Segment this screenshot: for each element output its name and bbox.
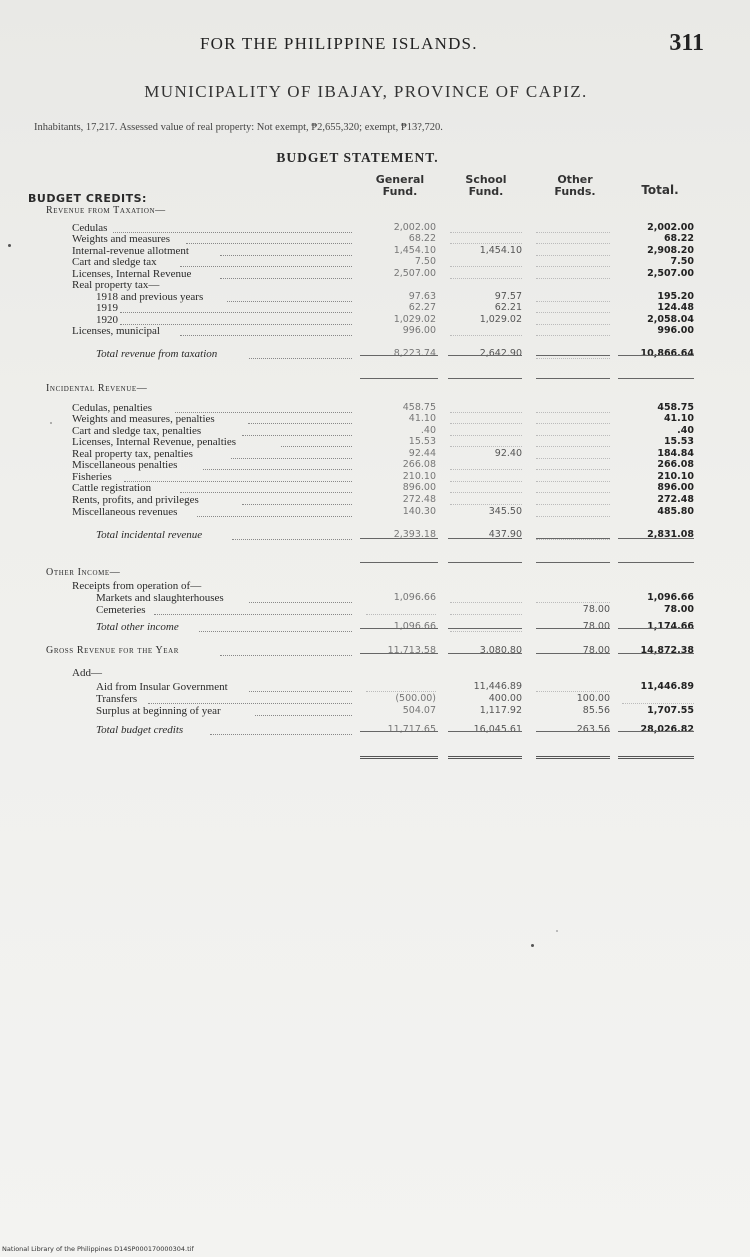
subtotal-rule <box>618 653 694 654</box>
table-total-row <box>0 529 750 541</box>
empty-cell-leader <box>450 334 522 336</box>
cell-total: 1,707.55 <box>647 705 694 716</box>
subtotal-rule <box>448 731 522 732</box>
empty-cell-leader <box>536 491 610 493</box>
empty-cell-leader <box>450 630 522 632</box>
cell-total: 124.48 <box>657 302 694 313</box>
empty-cell-leader <box>450 445 522 447</box>
table-row <box>0 436 750 448</box>
scan-speck <box>556 930 558 932</box>
dot-leader <box>148 702 352 704</box>
table-section-row <box>0 205 750 217</box>
cell-general: 272.48 <box>402 494 436 505</box>
table-row <box>0 693 750 705</box>
cell-total: 7.50 <box>670 256 694 267</box>
cell-general: 140.30 <box>402 506 436 517</box>
subtotal-rule <box>536 562 610 563</box>
row-label: Gross Revenue for the Year <box>46 645 180 656</box>
cell-total: 458.75 <box>657 402 694 413</box>
empty-cell-leader <box>450 491 522 493</box>
row-label: Cedulas, penalties <box>72 402 153 414</box>
table-row <box>0 482 750 494</box>
table-row <box>0 302 750 314</box>
statement-title: BUDGET STATEMENT. <box>276 150 439 165</box>
row-label: Revenue from Taxation— <box>46 205 166 216</box>
table-total-row <box>0 621 750 633</box>
empty-cell-leader <box>450 503 522 505</box>
empty-cell-leader <box>450 242 522 244</box>
cell-total: 184.84 <box>657 448 694 459</box>
scan-footer: National Library of the Philippines D14SP000170000304.tif <box>2 1245 194 1253</box>
empty-cell-leader <box>536 445 610 447</box>
empty-cell-leader <box>622 702 694 704</box>
dot-leader <box>180 334 352 336</box>
row-label: 1919 <box>96 302 118 314</box>
cell-other: 85.56 <box>582 705 610 716</box>
dot-leader <box>186 242 352 244</box>
cell-other: 78.00 <box>582 604 610 615</box>
empty-cell-leader <box>536 503 610 505</box>
subtotal-rule <box>618 731 694 732</box>
row-label: Cemeteries <box>96 604 146 616</box>
cell-general: 1,096.66 <box>393 621 436 632</box>
subtotal-rule <box>536 628 610 629</box>
empty-cell-leader <box>536 311 610 313</box>
table-row <box>0 506 750 518</box>
dot-leader <box>249 601 352 603</box>
subtotal-rule <box>536 378 610 379</box>
cell-general: 1,029.02 <box>393 314 436 325</box>
row-label: Licenses, Internal Revenue <box>72 268 192 280</box>
row-label: Receipts from operation of— <box>72 580 202 592</box>
table-row <box>0 681 750 693</box>
dot-leader <box>232 538 352 540</box>
subtotal-rule <box>448 538 522 539</box>
cell-total: 266.08 <box>657 459 694 470</box>
cell-general: 2,002.00 <box>393 222 436 233</box>
cell-total: 14,872.38 <box>640 645 694 656</box>
scan-speck <box>531 944 534 947</box>
empty-cell-leader <box>536 690 610 692</box>
cell-other: 263.56 <box>576 724 610 735</box>
empty-cell-leader <box>536 242 610 244</box>
cell-school: 92.40 <box>494 448 522 459</box>
empty-cell-leader <box>366 613 436 615</box>
cell-total: 2,002.00 <box>647 222 694 233</box>
column-other-funds: Other Funds. <box>554 173 596 198</box>
dot-leader <box>210 733 352 735</box>
table-row <box>0 459 750 471</box>
row-label: Surplus at beginning of year <box>96 705 221 717</box>
cell-school: 62.21 <box>494 302 522 313</box>
empty-cell-leader <box>536 357 610 359</box>
cell-total: 1,174.66 <box>647 621 694 632</box>
cell-school: 1,117.92 <box>479 705 522 716</box>
cell-total: 2,058.04 <box>647 314 694 325</box>
running-head: FOR THE PHILIPPINE ISLANDS. <box>200 34 478 53</box>
cell-school: 11,446.89 <box>473 681 522 692</box>
row-label: Fisheries <box>72 471 112 483</box>
table-row <box>0 705 750 717</box>
page-number: 311 <box>669 30 704 56</box>
total-double-rule <box>618 756 694 759</box>
cell-total: .40 <box>677 425 694 436</box>
column-total: Total. <box>641 183 679 197</box>
cell-total: 2,507.00 <box>647 268 694 279</box>
row-label: Cattle registration <box>72 482 152 494</box>
subtotal-rule <box>360 653 438 654</box>
cell-total: 2,831.08 <box>647 529 694 540</box>
cell-general: 896.00 <box>402 482 436 493</box>
subtotal-rule <box>536 355 610 356</box>
empty-cell-leader <box>536 468 610 470</box>
cell-school: 345.50 <box>488 506 522 517</box>
row-label: Aid from Insular Government <box>96 681 228 693</box>
empty-cell-leader <box>536 515 610 517</box>
cell-other: 78.00 <box>582 645 610 656</box>
dot-leader <box>220 654 352 656</box>
cell-school: 97.57 <box>494 291 522 302</box>
row-label: Cart and sledge tax <box>72 256 157 268</box>
row-label: Cedulas <box>72 222 108 234</box>
subtotal-rule <box>360 562 438 563</box>
row-label: Total revenue from taxation <box>96 348 218 360</box>
inhabitants-line: Inhabitants, 17,217. Assessed value of real property: Not exempt, ₱2,655,320; exempt, ₱13?,720. <box>34 122 443 133</box>
dot-leader <box>242 503 352 505</box>
cell-school: 400.00 <box>488 693 522 704</box>
row-label: Real property tax, penalties <box>72 448 193 460</box>
row-label: Licenses, municipal <box>72 325 160 337</box>
empty-cell-leader <box>536 601 610 603</box>
row-label: 1920 <box>96 314 118 326</box>
cell-general: 97.63 <box>408 291 436 302</box>
cell-total: 41.10 <box>663 413 694 424</box>
cell-general: (500.00) <box>395 693 436 704</box>
row-label: Other Income— <box>46 567 121 578</box>
subtotal-rule <box>618 562 694 563</box>
dot-leader <box>154 613 352 615</box>
row-label: Miscellaneous penalties <box>72 459 178 471</box>
row-label: Miscellaneous revenues <box>72 506 178 518</box>
row-label: Transfers <box>96 693 138 705</box>
subtotal-rule <box>448 378 522 379</box>
empty-cell-leader <box>450 601 522 603</box>
table-row <box>0 279 750 291</box>
empty-cell-leader <box>536 334 610 336</box>
cell-total: 11,446.89 <box>640 681 694 692</box>
table-row <box>0 325 750 337</box>
row-label: Incidental Revenue— <box>46 383 148 394</box>
row-label: Total budget credits <box>96 724 184 736</box>
subtotal-rule <box>360 731 438 732</box>
subtotal-rule <box>618 378 694 379</box>
subtotal-rule <box>360 538 438 539</box>
cell-school: 437.90 <box>488 529 522 540</box>
cell-general: 504.07 <box>402 705 436 716</box>
cell-total: 68.22 <box>663 233 694 244</box>
cell-general: 996.00 <box>402 325 436 336</box>
cell-total: 2,908.20 <box>647 245 694 256</box>
municipality-title: MUNICIPALITY OF IBAJAY, PROVINCE OF CAPIZ. <box>144 82 588 101</box>
cell-general: 15.53 <box>408 436 436 447</box>
cell-general: 210.10 <box>402 471 436 482</box>
dot-leader <box>281 445 352 447</box>
total-double-rule <box>448 756 522 759</box>
table-row <box>0 604 750 616</box>
dot-leader <box>120 311 352 313</box>
cell-general: 8,223.74 <box>393 348 436 359</box>
cell-general: .40 <box>420 425 436 436</box>
empty-cell-leader <box>450 468 522 470</box>
subtotal-rule <box>536 653 610 654</box>
empty-cell-leader <box>450 422 522 424</box>
cell-other: 100.00 <box>576 693 610 704</box>
table-total-row <box>0 348 750 360</box>
table-section-row <box>0 383 750 395</box>
subtotal-rule <box>360 355 438 356</box>
cell-total: 485.80 <box>657 506 694 517</box>
subtotal-rule <box>448 355 522 356</box>
cell-total: 28,026.82 <box>640 724 694 735</box>
table-row <box>0 494 750 506</box>
table-row <box>0 233 750 245</box>
cell-school: 2,642.90 <box>479 348 522 359</box>
row-label: Licenses, Internal Revenue, penalties <box>72 436 237 448</box>
row-label: Internal-revenue allotment <box>72 245 189 257</box>
cell-total: 210.10 <box>657 471 694 482</box>
cell-school: 3,080.80 <box>479 645 522 656</box>
column-school-fund: School Fund. <box>465 173 507 198</box>
cell-general: 68.22 <box>408 233 436 244</box>
row-label: Markets and slaughterhouses <box>96 592 224 604</box>
dot-leader <box>248 422 352 424</box>
cell-total: 195.20 <box>657 291 694 302</box>
table-total-row <box>0 724 750 736</box>
dot-leader <box>249 690 352 692</box>
empty-cell-leader <box>536 265 610 267</box>
cell-total: 10,866.64 <box>640 348 694 359</box>
cell-general: 266.08 <box>402 459 436 470</box>
cell-total: 272.48 <box>657 494 694 505</box>
column-general-fund: General Fund. <box>375 173 425 198</box>
table-section-row <box>0 645 750 657</box>
row-label: Weights and measures <box>72 233 171 245</box>
subtotal-rule <box>618 355 694 356</box>
subtotal-rule <box>618 538 694 539</box>
subtotal-rule <box>448 562 522 563</box>
dot-leader <box>203 468 352 470</box>
cell-other: 78.00 <box>582 621 610 632</box>
cell-general: 2,393.18 <box>393 529 436 540</box>
empty-cell-leader <box>450 265 522 267</box>
row-label: Add— <box>72 667 102 679</box>
dot-leader <box>180 491 352 493</box>
budget-credits-label: BUDGET CREDITS: <box>28 192 147 205</box>
cell-general: 11,717.65 <box>387 724 436 735</box>
empty-cell-leader <box>536 422 610 424</box>
subtotal-rule <box>360 628 438 629</box>
cell-total: 896.00 <box>657 482 694 493</box>
subtotal-rule <box>618 628 694 629</box>
table-row <box>0 413 750 425</box>
cell-total: 78.00 <box>663 604 694 615</box>
table-row <box>0 580 750 592</box>
cell-general: 1,096.66 <box>393 592 436 603</box>
cell-total: 15.53 <box>663 436 694 447</box>
table-row <box>0 256 750 268</box>
table-row <box>0 592 750 604</box>
row-label: Cart and sledge tax, penalties <box>72 425 202 437</box>
subtotal-rule <box>536 731 610 732</box>
cell-general: 7.50 <box>414 256 436 267</box>
dot-leader <box>180 265 352 267</box>
subtotal-rule <box>536 538 610 539</box>
table-row <box>0 667 750 679</box>
cell-total: 1,096.66 <box>647 592 694 603</box>
dot-leader <box>255 714 352 716</box>
total-double-rule <box>360 756 438 759</box>
cell-total: 996.00 <box>657 325 694 336</box>
empty-cell-leader <box>366 690 436 692</box>
cell-general: 62.27 <box>408 302 436 313</box>
row-label: Weights and measures, penalties <box>72 413 215 425</box>
subtotal-rule <box>360 378 438 379</box>
cell-general: 2,507.00 <box>393 268 436 279</box>
cell-general: 41.10 <box>408 413 436 424</box>
empty-cell-leader <box>450 613 522 615</box>
row-label: Total incidental revenue <box>96 529 203 541</box>
cell-school: 1,454.10 <box>479 245 522 256</box>
row-label: Rents, profits, and privileges <box>72 494 199 506</box>
cell-general: 11,713.58 <box>387 645 436 656</box>
cell-general: 1,454.10 <box>393 245 436 256</box>
row-label: Real property tax— <box>72 279 160 291</box>
subtotal-rule <box>448 628 522 629</box>
scan-speck <box>8 244 11 247</box>
dot-leader <box>199 630 352 632</box>
dot-leader <box>249 357 352 359</box>
row-label: Total other income <box>96 621 179 633</box>
scan-speck <box>50 422 52 424</box>
cell-school: 16,045.61 <box>473 724 522 735</box>
subtotal-rule <box>448 653 522 654</box>
row-label: 1918 and previous years <box>96 291 204 303</box>
cell-general: 458.75 <box>402 402 436 413</box>
dot-leader <box>197 515 352 517</box>
cell-school: 1,029.02 <box>479 314 522 325</box>
table-section-row <box>0 567 750 579</box>
total-double-rule <box>536 756 610 759</box>
cell-general: 92.44 <box>408 448 436 459</box>
